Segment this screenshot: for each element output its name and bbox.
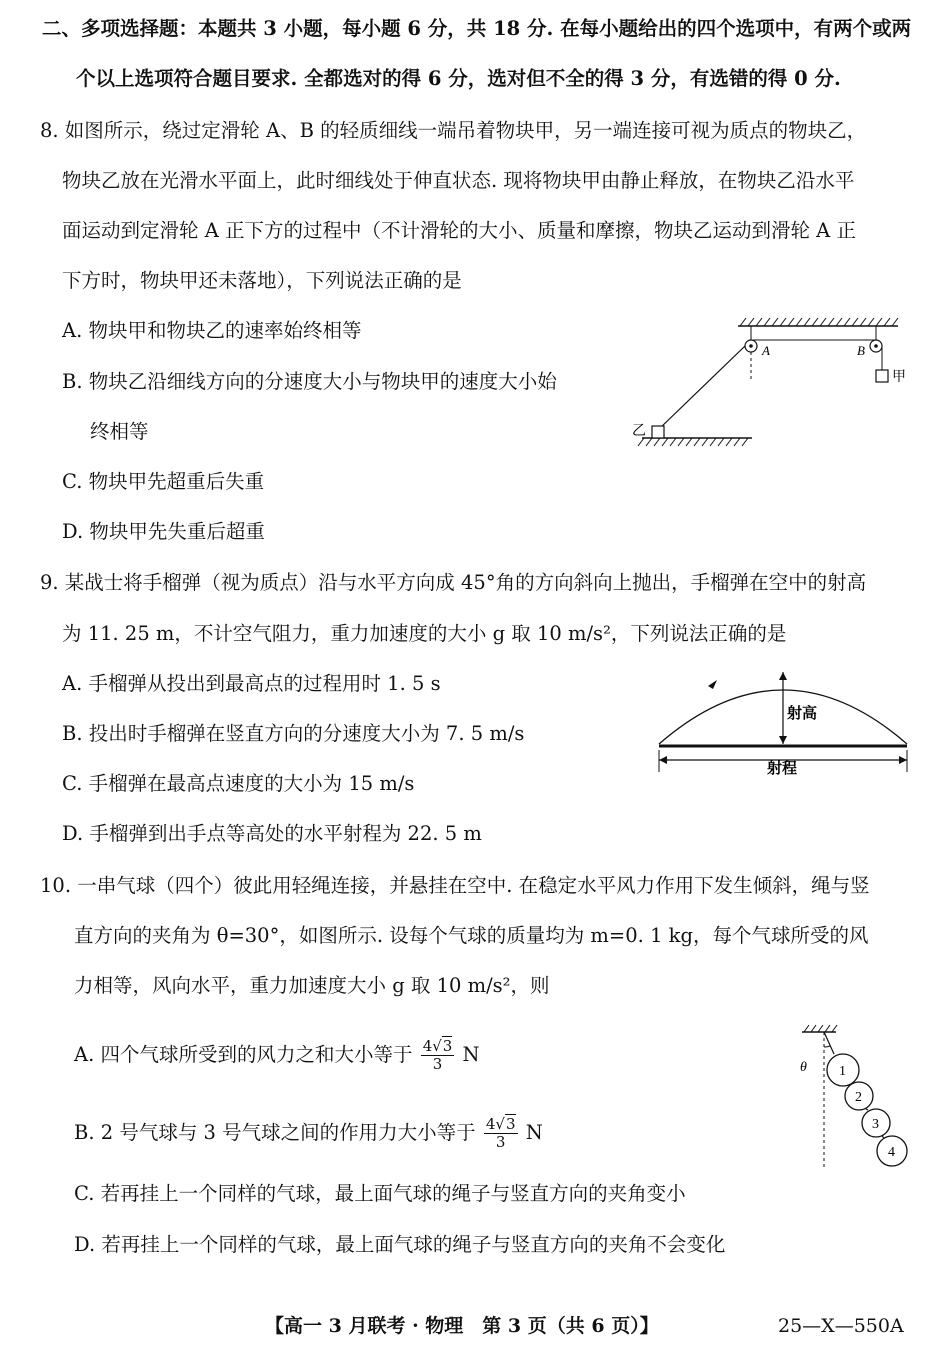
q10-option-b-unit: N (525, 1121, 543, 1144)
frac-den: 3 (495, 1133, 506, 1151)
q10-stem-line3: 力相等，风向水平，重力加速度大小 g 取 10 m/s²，则 (74, 974, 550, 997)
q10-option-b-text: B. 2 号气球与 3 号气球之间的作用力大小等于 (74, 1121, 476, 1144)
q10-option-d: D. 若再挂上一个同样的气球，最上面气球的绳子与竖直方向的夹角不会变化 (74, 1233, 726, 1256)
label-shoot-height: 射高 (787, 704, 818, 722)
label-a: A (762, 343, 770, 358)
q8-option-b-line2: 终相等 (90, 420, 149, 443)
footer-page-info: 【高一 3 月联考 · 物理 第 3 页（共 6 页）】 (265, 1315, 659, 1337)
q8-stem-line4: 下方时，物块甲还未落地），下列说法正确的是 (62, 269, 462, 292)
label-balloon-2: 2 (855, 1090, 862, 1105)
label-balloon-3: 3 (872, 1117, 879, 1132)
frac-num-coef: 4 (485, 1115, 496, 1133)
block-jia (876, 370, 888, 382)
section-header-line1: 二、多项选择题：本题共 3 小题，每小题 6 分，共 18 分. 在每小题给出的四个选项中，有两个或两 (42, 17, 912, 40)
q9-projectile-figure (655, 660, 915, 778)
frac-num-coef: 4 (422, 1037, 433, 1055)
q10-option-a-fraction: $\frac{4√3}{3}$ (422, 1037, 453, 1073)
q8-pulley-figure (628, 312, 918, 452)
frac-den: 3 (432, 1055, 443, 1073)
frac-num-rad: 3 (442, 1037, 453, 1055)
label-jia: 甲 (892, 369, 906, 385)
label-yi: 乙 (632, 423, 646, 439)
label-balloon-1: 1 (839, 1064, 846, 1079)
frac-num-rad: 3 (505, 1115, 516, 1133)
q9-stem-line2: 为 11. 25 m，不计空气阻力，重力加速度的大小 g 取 10 m/s²，下列说法正确的是 (62, 622, 787, 645)
label-balloon-4: 4 (888, 1145, 895, 1160)
q8-option-b-line1: B. 物块乙沿细线方向的分速度大小与物块甲的速度大小始 (62, 370, 557, 393)
q9-option-b: B. 投出时手榴弹在竖直方向的分速度大小为 7. 5 m/s (62, 722, 525, 745)
q9-option-c: C. 手榴弹在最高点速度的大小为 15 m/s (62, 772, 415, 795)
footer-code: 25—X—550A (778, 1315, 904, 1337)
q10-option-a (74, 1038, 480, 1073)
label-theta: θ (800, 1060, 807, 1075)
label-range: 射程 (767, 759, 798, 777)
q9-option-a: A. 手榴弹从投出到最高点的过程用时 1. 5 s (62, 672, 441, 695)
q8-stem-line2: 物块乙放在光滑水平面上，此时细线处于伸直状态. 现将物块甲由静止释放，在物块乙沿水平 (62, 169, 855, 192)
q10-option-b (74, 1116, 543, 1151)
q10-option-b-fraction: $\frac{4√3}{3}$ (485, 1115, 516, 1151)
q10-option-c: C. 若再挂上一个同样的气球，最上面气球的绳子与竖直方向的夹角变小 (74, 1182, 686, 1205)
q8-stem-line1: 8. 如图所示，绕过定滑轮 A、B 的轻质细线一端吊着物块甲，另一端连接可视为质点的物块乙， (40, 119, 867, 142)
section-header-line2: 个以上选项符合题目要求. 全都选对的得 6 分，选对但不全的得 3 分，有选错的得 0 分. (76, 67, 841, 90)
q9-stem-line1: 9. 某战士将手榴弹（视为质点）沿与水平方向成 45°角的方向斜向上抛出，手榴弹在空中的射高 (40, 571, 867, 594)
q8-option-d: D. 物块甲先失重后超重 (62, 520, 265, 543)
q10-stem-line2: 直方向的夹角为 θ=30°，如图所示. 设每个气球的质量均为 m=0. 1 kg，每个气球所受的风 (74, 924, 869, 947)
q8-option-c: C. 物块甲先超重后失重 (62, 470, 265, 493)
label-b: B (857, 343, 865, 358)
ceiling-hatch (738, 318, 898, 326)
q10-balloons-figure (796, 1020, 912, 1175)
q10-option-a-unit: N (462, 1043, 480, 1066)
q8-option-a: A. 物块甲和物块乙的速率始终相等 (62, 319, 362, 342)
q10-option-a-text: A. 四个气球所受到的风力之和大小等于 (74, 1043, 413, 1066)
block-yi (652, 426, 664, 438)
q9-option-d: D. 手榴弹到出手点等高处的水平射程为 22. 5 m (62, 822, 482, 845)
q8-stem-line3: 面运动到定滑轮 A 正下方的过程中（不计滑轮的大小、质量和摩擦，物块乙运动到滑轮 A 正 (62, 219, 856, 242)
q10-stem-line1: 10. 一串气球（四个）彼此用轻绳连接，并悬挂在空中. 在稳定水平风力作用下发生倾斜，绳与竖 (40, 874, 870, 897)
